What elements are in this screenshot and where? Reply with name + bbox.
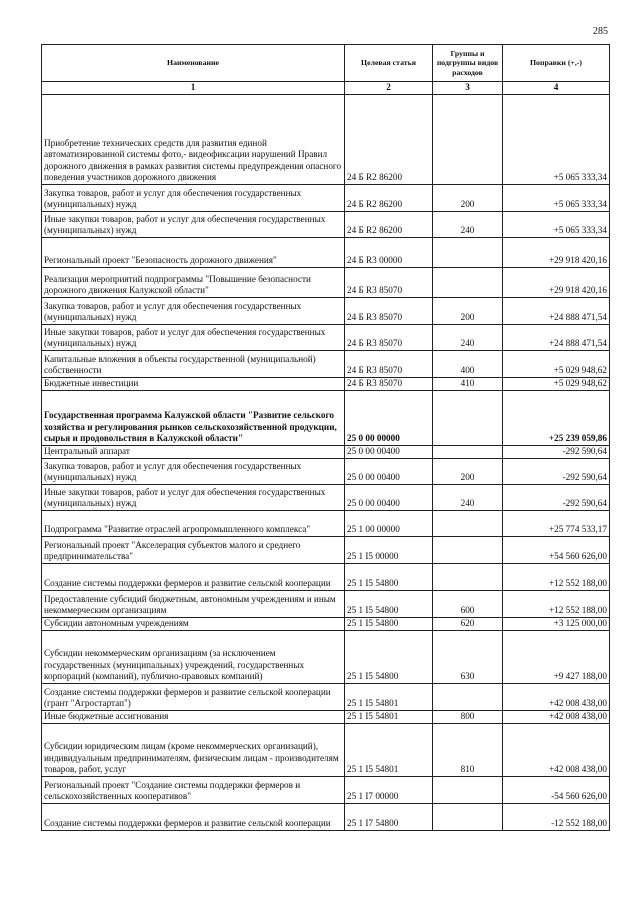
row-expense-group: 600 [433, 591, 503, 618]
table-row [42, 511, 610, 537]
row-expense-group [433, 537, 503, 564]
row-expense-group [433, 268, 503, 298]
row-expense-group [433, 564, 503, 591]
row-target-article: 25 0 00 00400 [345, 459, 433, 485]
column-number: 1 [42, 82, 345, 95]
row-name: Создание системы поддержки фермеров и развитие сельской кооперации [42, 564, 345, 591]
row-expense-group [433, 777, 503, 804]
row-expense-group: 400 [433, 351, 503, 378]
row-amount: +12 552 188,00 [503, 591, 610, 618]
row-target-article: 25 1 I5 54800 [345, 591, 433, 618]
table-row [42, 459, 610, 485]
row-target-article: 24 Б R3 85070 [345, 351, 433, 378]
row-name: Реализация мероприятий подпрограммы "Повышение безопасности дорожного движения Калужской области" [42, 268, 345, 298]
row-expense-group: 200 [433, 185, 503, 212]
header-expense-group: Группы и подгруппы видов расходов [433, 45, 503, 82]
row-amount: +25 239 059,86 [503, 391, 610, 446]
row-amount: +29 918 420,16 [503, 238, 610, 268]
row-amount: +25 774 533,17 [503, 511, 610, 537]
table-row [42, 325, 610, 351]
row-target-article: 25 1 I5 54800 [345, 631, 433, 684]
table-header-row [42, 45, 610, 82]
row-name: Субсидии некоммерческим организациям (за исключением государственных (муниципальных) учреждений, государственных корпораций (компаний), публично-правовых компаний) [42, 631, 345, 684]
table-row [42, 351, 610, 378]
row-target-article: 25 1 I5 00000 [345, 537, 433, 564]
row-amount: -54 560 626,00 [503, 777, 610, 804]
row-name: Создание системы поддержки фермеров и развитие сельской кооперации [42, 804, 345, 831]
row-name: Региональный проект "Безопасность дорожного движения" [42, 238, 345, 268]
row-amount: +5 029 948,62 [503, 351, 610, 378]
row-target-article: 24 Б R3 85070 [345, 268, 433, 298]
row-target-article: 25 1 00 00000 [345, 511, 433, 537]
row-amount: +9 427 188,00 [503, 631, 610, 684]
row-target-article: 24 Б R3 00000 [345, 238, 433, 268]
row-target-article: 25 0 00 00400 [345, 485, 433, 511]
row-name: Подпрограмма "Развитие отраслей агропромышленного комплекса" [42, 511, 345, 537]
row-expense-group [433, 238, 503, 268]
table-row [42, 804, 610, 831]
table-row [42, 591, 610, 618]
row-name: Субсидии автономным учреждениям [42, 618, 345, 631]
row-name: Региональный проект "Создание системы поддержки фермеров и сельскохозяйственных кооперативов" [42, 777, 345, 804]
row-expense-group: 240 [433, 325, 503, 351]
row-expense-group: 240 [433, 485, 503, 511]
row-expense-group [433, 446, 503, 459]
row-amount: -292 590,64 [503, 446, 610, 459]
row-target-article: 24 Б R3 85070 [345, 378, 433, 391]
row-name: Создание системы поддержки фермеров и развитие сельской кооперации (грант "Агростартап") [42, 684, 345, 711]
row-name: Государственная программа Калужской области "Развитие сельского хозяйства и регулирования рынков сельскохозяйственной продукции, сырья и продовольствия в Калужской области" [42, 391, 345, 446]
row-expense-group: 620 [433, 618, 503, 631]
row-name: Закупка товаров, работ и услуг для обеспечения государственных (муниципальных) нужд [42, 298, 345, 325]
row-amount: +5 065 333,34 [503, 212, 610, 238]
row-name: Иные закупки товаров, работ и услуг для обеспечения государственных (муниципальных) нужд [42, 325, 345, 351]
row-name: Региональный проект "Акселерация субъектов малого и среднего предпринимательства" [42, 537, 345, 564]
row-name: Субсидии юридическим лицам (кроме некоммерческих организаций), индивидуальным предпринимателям, физическим лицам - производителям товаров, работ, услуг [42, 724, 345, 777]
row-amount: -292 590,64 [503, 485, 610, 511]
row-target-article: 25 0 00 00400 [345, 446, 433, 459]
table-row [42, 298, 610, 325]
column-number: 2 [345, 82, 433, 95]
row-amount: +12 552 188,00 [503, 564, 610, 591]
table-row [42, 485, 610, 511]
header-name: Наименование [42, 45, 345, 82]
row-name: Закупка товаров, работ и услуг для обеспечения государственных (муниципальных) нужд [42, 185, 345, 212]
table-row [42, 391, 610, 446]
table-row [42, 684, 610, 711]
row-name: Закупка товаров, работ и услуг для обеспечения государственных (муниципальных) нужд [42, 459, 345, 485]
row-expense-group [433, 95, 503, 185]
row-target-article: 25 1 I5 54800 [345, 618, 433, 631]
row-amount: +5 065 333,34 [503, 95, 610, 185]
table-row [42, 537, 610, 564]
row-name: Капитальные вложения в объекты государственной (муниципальной) собственности [42, 351, 345, 378]
row-name: Приобретение технических средств для развития единой автоматизированной системы фото,- видеофиксации нарушений Правил дорожного движения в рамках развития системы предупреждения опасного поведения участников дорожного движения [42, 95, 345, 185]
row-target-article: 25 1 I5 54801 [345, 724, 433, 777]
row-amount: +3 125 000,00 [503, 618, 610, 631]
column-number: 4 [503, 82, 610, 95]
row-target-article: 24 Б R3 85070 [345, 298, 433, 325]
table-row [42, 777, 610, 804]
table-row [42, 185, 610, 212]
row-target-article: 24 Б R3 85070 [345, 325, 433, 351]
row-expense-group [433, 804, 503, 831]
row-expense-group: 410 [433, 378, 503, 391]
row-amount: +54 560 626,00 [503, 537, 610, 564]
row-amount: +24 888 471,54 [503, 298, 610, 325]
row-name: Предоставление субсидий бюджетным, автономным учреждениям и иным некоммерческим организациям [42, 591, 345, 618]
row-expense-group [433, 511, 503, 537]
row-target-article: 25 0 00 00000 [345, 391, 433, 446]
row-target-article: 25 1 I7 54800 [345, 804, 433, 831]
row-target-article: 25 1 I5 54800 [345, 564, 433, 591]
table-row [42, 724, 610, 777]
row-name: Иные закупки товаров, работ и услуг для обеспечения государственных (муниципальных) нужд [42, 485, 345, 511]
row-amount: +42 008 438,00 [503, 684, 610, 711]
table-row [42, 564, 610, 591]
header-target-article: Целевая статья [345, 45, 433, 82]
row-amount: -12 552 188,00 [503, 804, 610, 831]
row-target-article: 24 Б R2 86200 [345, 212, 433, 238]
row-amount: +5 029 948,62 [503, 378, 610, 391]
row-expense-group: 200 [433, 459, 503, 485]
row-target-article: 25 1 I5 54801 [345, 684, 433, 711]
row-expense-group: 200 [433, 298, 503, 325]
row-expense-group: 800 [433, 711, 503, 724]
column-number-row [42, 82, 610, 95]
row-target-article: 25 1 I7 00000 [345, 777, 433, 804]
row-expense-group: 240 [433, 212, 503, 238]
row-name: Центральный аппарат [42, 446, 345, 459]
row-amount: -292 590,64 [503, 459, 610, 485]
row-target-article: 25 1 I5 54801 [345, 711, 433, 724]
row-expense-group: 630 [433, 631, 503, 684]
table-row [42, 95, 610, 185]
table-row [42, 618, 610, 631]
row-amount: +29 918 420,16 [503, 268, 610, 298]
header-amendments: Поправки (+,-) [503, 45, 610, 82]
row-name: Бюджетные инвестиции [42, 378, 345, 391]
row-name: Иные бюджетные ассигнования [42, 711, 345, 724]
table-body [42, 95, 610, 831]
row-target-article: 24 Б R2 86200 [345, 185, 433, 212]
budget-amendments-table [41, 44, 610, 831]
table-row [42, 711, 610, 724]
row-expense-group: 810 [433, 724, 503, 777]
row-amount: +24 888 471,54 [503, 325, 610, 351]
table-row [42, 446, 610, 459]
row-expense-group [433, 684, 503, 711]
page-number: 285 [593, 26, 608, 37]
row-amount: +5 065 333,34 [503, 185, 610, 212]
row-expense-group [433, 391, 503, 446]
table-row [42, 631, 610, 684]
column-number: 3 [433, 82, 503, 95]
table-row [42, 238, 610, 268]
row-amount: +42 008 438,00 [503, 711, 610, 724]
row-target-article: 24 Б R2 86200 [345, 95, 433, 185]
row-amount: +42 008 438,00 [503, 724, 610, 777]
table-row [42, 212, 610, 238]
table-row [42, 268, 610, 298]
table-row [42, 378, 610, 391]
row-name: Иные закупки товаров, работ и услуг для обеспечения государственных (муниципальных) нужд [42, 212, 345, 238]
